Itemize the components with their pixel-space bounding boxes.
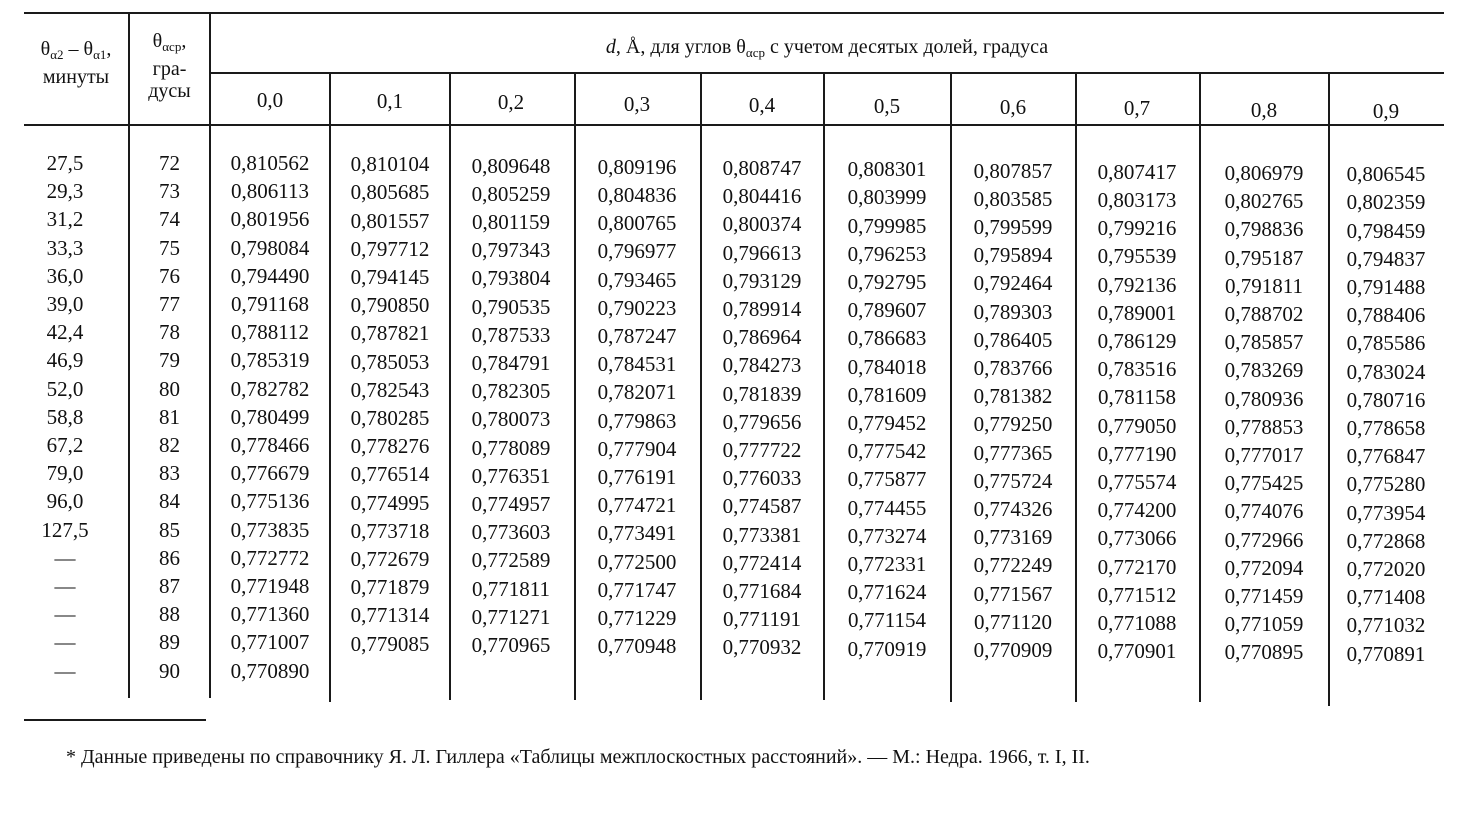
cell-minutes: 96,0 bbox=[46, 489, 84, 514]
cell-d-value: 0,807417 bbox=[1097, 159, 1177, 184]
cell-d-value: 0,804416 bbox=[722, 184, 802, 209]
cell-d-value: 0,776679 bbox=[230, 461, 310, 486]
cell-d-value: 0,771007 bbox=[230, 630, 310, 655]
cell-d-value: 0,793465 bbox=[597, 267, 677, 292]
cell-d-value: 0,772249 bbox=[973, 553, 1053, 578]
cell-d-value: 0,770891 bbox=[1346, 641, 1426, 666]
cell-d-value: 0,771459 bbox=[1224, 584, 1304, 608]
header-bottom-rule bbox=[24, 124, 1444, 126]
cell-d-value: 0,774587 bbox=[722, 494, 802, 519]
cell-d-value: 0,789303 bbox=[973, 299, 1053, 324]
cell-minutes: 27,5 bbox=[46, 151, 84, 175]
cell-d-value: 0,783269 bbox=[1224, 358, 1304, 383]
cell-d-value: 0,809196 bbox=[597, 154, 677, 179]
cell-d-value: 0,779656 bbox=[722, 409, 802, 434]
header-title-sub: αср bbox=[745, 45, 765, 60]
cell-d-value: 0,777542 bbox=[847, 439, 927, 464]
header-minutes-sub1: α2 bbox=[50, 47, 64, 62]
header-digit-6: 0,6 bbox=[999, 95, 1027, 120]
cell-d-value: 0,803585 bbox=[973, 186, 1053, 211]
cell-d-value: 0,771191 bbox=[723, 607, 801, 632]
cell-d-value: 0,776847 bbox=[1346, 444, 1426, 469]
cell-d-value: 0,799599 bbox=[973, 214, 1053, 239]
cell-d-value: 0,774721 bbox=[597, 493, 677, 518]
cell-d-value: 0,794837 bbox=[1346, 246, 1426, 271]
cell-d-value: 0,810562 bbox=[230, 151, 310, 175]
header-minutes-sub2: α1 bbox=[93, 47, 107, 62]
cell-d-value: 0,797343 bbox=[471, 238, 551, 263]
cell-d-value: 0,804836 bbox=[597, 182, 677, 207]
cell-d-value: 0,784531 bbox=[597, 352, 677, 377]
cell-d-value: 0,791488 bbox=[1346, 275, 1426, 300]
cell-d-value: 0,774957 bbox=[471, 491, 551, 516]
cell-minutes: 79,0 bbox=[46, 461, 84, 486]
cell-d-value: 0,806979 bbox=[1224, 161, 1304, 185]
cell-minutes: 52,0 bbox=[46, 376, 84, 401]
cell-d-value: 0,771811 bbox=[472, 576, 550, 601]
cell-degrees: 72 bbox=[159, 151, 180, 175]
cell-d-value: 0,771032 bbox=[1346, 613, 1426, 638]
cell-d-value: 0,775136 bbox=[230, 489, 310, 514]
cell-d-value: 0,801557 bbox=[350, 208, 430, 233]
cell-d-value: 0,773835 bbox=[230, 517, 310, 542]
vrule-d8 bbox=[1199, 74, 1201, 702]
vrule-d6 bbox=[950, 74, 952, 702]
cell-d-value: 0,787533 bbox=[471, 322, 551, 347]
cell-d-value: 0,782543 bbox=[350, 377, 430, 402]
cell-d-value: 0,771879 bbox=[350, 575, 430, 600]
cell-d-value: 0,799985 bbox=[847, 213, 927, 238]
cell-d-value: 0,795187 bbox=[1224, 245, 1304, 270]
cell-d-value: 0,771567 bbox=[973, 581, 1053, 606]
header-digit-1: 0,1 bbox=[376, 89, 404, 114]
cell-d-value: 0,771360 bbox=[230, 602, 310, 627]
cell-degrees: 78 bbox=[159, 320, 180, 345]
cell-d-value: 0,777365 bbox=[973, 440, 1053, 465]
cell-d-value: 0,773603 bbox=[471, 520, 551, 545]
title-underline-rule bbox=[210, 72, 1444, 74]
cell-d-value: 0,783766 bbox=[973, 355, 1053, 380]
cell-d-value: 0,791811 bbox=[1225, 273, 1303, 298]
cell-d-value: 0,789607 bbox=[847, 298, 927, 323]
cell-d-value: 0,786129 bbox=[1097, 328, 1177, 353]
header-title-text2: с учетом десятых долей, градуса bbox=[764, 36, 1049, 58]
cell-d-value: 0,784018 bbox=[847, 354, 927, 379]
cell-d-value: 0,791168 bbox=[231, 292, 309, 316]
cell-d-value: 0,779085 bbox=[350, 631, 430, 656]
cell-degrees: 80 bbox=[159, 376, 180, 401]
cell-d-value: 0,788702 bbox=[1224, 302, 1304, 326]
cell-d-value: 0,774455 bbox=[847, 495, 927, 520]
cell-d-value: 0,781158 bbox=[1098, 385, 1176, 410]
cell-degrees: 73 bbox=[159, 179, 180, 204]
cell-minutes: 29,3 bbox=[46, 179, 84, 204]
cell-degrees: 89 bbox=[159, 630, 180, 655]
cell-d-value: 0,797712 bbox=[350, 236, 430, 261]
vrule-d5 bbox=[823, 74, 825, 700]
cell-minutes: 31,2 bbox=[46, 207, 84, 232]
cell-degrees: 82 bbox=[159, 433, 180, 457]
cell-d-value: 0,776191 bbox=[597, 464, 677, 489]
cell-d-value: 0,809648 bbox=[471, 153, 551, 178]
cell-d-value: 0,771154 bbox=[848, 608, 926, 633]
cell-d-value: 0,803999 bbox=[847, 185, 927, 210]
cell-degrees: 84 bbox=[159, 489, 180, 514]
table-top-rule bbox=[24, 12, 1444, 14]
cell-d-value: 0,783024 bbox=[1346, 359, 1426, 384]
cell-d-value: 0,785586 bbox=[1346, 331, 1426, 356]
cell-d-value: 0,792136 bbox=[1097, 272, 1177, 297]
cell-d-value: 0,803173 bbox=[1097, 187, 1177, 212]
cell-d-value: 0,770909 bbox=[973, 637, 1053, 662]
cell-d-value: 0,780073 bbox=[471, 407, 551, 432]
cell-d-value: 0,779452 bbox=[847, 411, 927, 436]
cell-d-value: 0,773169 bbox=[973, 525, 1053, 550]
header-digit-3: 0,3 bbox=[623, 91, 651, 116]
cell-d-value: 0,777017 bbox=[1224, 443, 1304, 467]
cell-d-value: 0,770895 bbox=[1224, 640, 1304, 665]
cell-d-value: 0,770919 bbox=[847, 636, 927, 661]
cell-d-value: 0,800374 bbox=[722, 212, 802, 237]
cell-d-value: 0,771624 bbox=[847, 580, 927, 605]
cell-d-value: 0,805259 bbox=[471, 181, 551, 206]
cell-d-value: 0,781609 bbox=[847, 382, 927, 407]
cell-d-value: 0,779863 bbox=[597, 408, 677, 433]
cell-minutes: 46,9 bbox=[46, 348, 84, 373]
cell-degrees: 88 bbox=[159, 602, 180, 627]
cell-minutes: 67,2 bbox=[46, 433, 84, 457]
cell-d-value: 0,785053 bbox=[350, 349, 430, 374]
cell-d-value: 0,798084 bbox=[230, 235, 310, 260]
cell-d-value: 0,789914 bbox=[722, 297, 802, 321]
cell-d-value: 0,798459 bbox=[1346, 218, 1426, 243]
cell-d-value: 0,772868 bbox=[1346, 528, 1426, 553]
header-minutes-minus: – θ bbox=[63, 38, 94, 60]
cell-d-value: 0,796253 bbox=[847, 241, 927, 266]
cell-d-value: 0,770890 bbox=[230, 658, 310, 683]
cell-minutes: — bbox=[54, 658, 76, 683]
cell-minutes: 42,4 bbox=[46, 320, 84, 345]
header-degrees bbox=[130, 30, 209, 102]
cell-d-value: 0,779250 bbox=[973, 412, 1053, 437]
header-degrees-line2: гра- bbox=[152, 58, 187, 80]
cell-d-value: 0,772020 bbox=[1346, 557, 1426, 582]
cell-d-value: 0,772966 bbox=[1224, 527, 1304, 552]
cell-d-value: 0,785857 bbox=[1224, 330, 1304, 355]
cell-d-value: 0,802359 bbox=[1346, 190, 1426, 215]
header-minutes-comma: , bbox=[106, 38, 112, 60]
cell-d-value: 0,779050 bbox=[1097, 413, 1177, 438]
cell-d-value: 0,771088 bbox=[1097, 610, 1177, 635]
cell-d-value: 0,774076 bbox=[1224, 499, 1304, 524]
cell-minutes: 58,8 bbox=[46, 404, 84, 429]
cell-degrees: 77 bbox=[159, 292, 180, 316]
cell-d-value: 0,786964 bbox=[722, 325, 802, 350]
cell-d-value: 0,773066 bbox=[1097, 526, 1177, 551]
cell-d-value: 0,786405 bbox=[973, 327, 1053, 352]
cell-d-value: 0,782305 bbox=[471, 379, 551, 404]
cell-d-value: 0,800765 bbox=[597, 211, 677, 236]
header-title bbox=[210, 36, 1444, 64]
cell-d-value: 0,772170 bbox=[1097, 554, 1177, 579]
cell-d-value: 0,808301 bbox=[847, 157, 927, 182]
cell-d-value: 0,772500 bbox=[597, 549, 677, 574]
cell-d-value: 0,796977 bbox=[597, 239, 677, 264]
cell-d-value: 0,793804 bbox=[471, 266, 551, 291]
cell-d-value: 0,775574 bbox=[1097, 469, 1177, 494]
cell-d-value: 0,777190 bbox=[1097, 441, 1177, 466]
cell-d-value: 0,788406 bbox=[1346, 303, 1426, 328]
cell-degrees: 86 bbox=[159, 545, 180, 570]
header-digit-8: 0,8 bbox=[1250, 97, 1278, 122]
cell-minutes: 36,0 bbox=[46, 263, 84, 288]
cell-d-value: 0,772589 bbox=[471, 548, 551, 573]
cell-d-value: 0,773274 bbox=[847, 523, 927, 548]
header-digit-7: 0,7 bbox=[1123, 96, 1151, 121]
cell-d-value: 0,774326 bbox=[973, 496, 1053, 521]
cell-d-value: 0,782071 bbox=[597, 380, 677, 405]
cell-degrees: 90 bbox=[159, 658, 180, 683]
cell-d-value: 0,790223 bbox=[597, 295, 677, 320]
header-minutes-label: минуты bbox=[42, 66, 110, 88]
cell-d-value: 0,777722 bbox=[722, 438, 802, 462]
cell-d-value: 0,801956 bbox=[230, 207, 310, 232]
cell-d-value: 0,798836 bbox=[1224, 217, 1304, 242]
cell-d-value: 0,771271 bbox=[471, 604, 551, 629]
cell-d-value: 0,771684 bbox=[722, 579, 802, 603]
header-degrees-sub: αср bbox=[162, 39, 182, 54]
cell-degrees: 76 bbox=[159, 263, 180, 288]
cell-degrees: 74 bbox=[159, 207, 180, 232]
cell-d-value: 0,770965 bbox=[471, 632, 551, 657]
cell-d-value: 0,776033 bbox=[722, 466, 802, 491]
cell-d-value: 0,773491 bbox=[597, 521, 677, 546]
cell-d-value: 0,805685 bbox=[350, 180, 430, 205]
cell-d-value: 0,778089 bbox=[471, 435, 551, 460]
cell-d-value: 0,775877 bbox=[847, 467, 927, 492]
cell-d-value: 0,777904 bbox=[597, 436, 677, 461]
cell-d-value: 0,776514 bbox=[350, 462, 430, 487]
header-digit-5: 0,5 bbox=[873, 94, 901, 118]
cell-d-value: 0,810104 bbox=[350, 152, 430, 177]
cell-d-value: 0,780936 bbox=[1224, 386, 1304, 411]
cell-d-value: 0,792795 bbox=[847, 270, 927, 295]
cell-d-value: 0,782782 bbox=[230, 376, 310, 401]
cell-d-value: 0,773954 bbox=[1346, 500, 1426, 525]
cell-degrees: 85 bbox=[159, 517, 180, 542]
cell-d-value: 0,794145 bbox=[350, 265, 430, 290]
footnote-text: * Данные приведены по справочнику Я. Л. Гиллера «Таблицы межплоскостных расстояний». — М.: Недра. 1966, т. I, II. bbox=[66, 746, 1090, 768]
header-digit-4: 0,4 bbox=[748, 92, 776, 117]
cell-d-value: 0,778658 bbox=[1346, 416, 1426, 441]
cell-d-value: 0,780716 bbox=[1346, 387, 1426, 412]
cell-d-value: 0,788112 bbox=[231, 320, 309, 345]
cell-d-value: 0,771314 bbox=[350, 603, 430, 628]
cell-degrees: 81 bbox=[159, 404, 180, 429]
cell-d-value: 0,781839 bbox=[722, 381, 802, 406]
cell-d-value: 0,794490 bbox=[230, 263, 310, 288]
cell-minutes: — bbox=[54, 602, 76, 627]
cell-d-value: 0,806113 bbox=[231, 179, 309, 204]
cell-minutes: — bbox=[54, 545, 76, 570]
cell-d-value: 0,772679 bbox=[350, 547, 430, 572]
vrule-d3 bbox=[574, 74, 576, 700]
cell-d-value: 0,787247 bbox=[597, 323, 677, 348]
cell-d-value: 0,770901 bbox=[1097, 639, 1177, 664]
cell-degrees: 75 bbox=[159, 235, 180, 260]
header-digit-2: 0,2 bbox=[497, 90, 525, 115]
cell-d-value: 0,775280 bbox=[1346, 472, 1426, 497]
header-title-d: d bbox=[605, 36, 616, 58]
header-digit-9: 0,9 bbox=[1372, 98, 1400, 123]
cell-minutes: — bbox=[54, 630, 76, 655]
header-degrees-theta: θ bbox=[152, 30, 163, 52]
cell-d-value: 0,784791 bbox=[471, 350, 551, 375]
header-digit-0: 0,0 bbox=[256, 88, 284, 112]
cell-d-value: 0,793129 bbox=[722, 268, 802, 293]
cell-d-value: 0,792464 bbox=[973, 271, 1053, 296]
cell-d-value: 0,787821 bbox=[350, 321, 430, 346]
cell-d-value: 0,770932 bbox=[722, 635, 802, 660]
cell-d-value: 0,774995 bbox=[350, 490, 430, 515]
header-minutes bbox=[24, 38, 128, 88]
footnote-rule bbox=[24, 719, 206, 721]
cell-d-value: 0,771059 bbox=[1224, 612, 1304, 637]
cell-d-value: 0,780285 bbox=[350, 406, 430, 431]
cell-d-value: 0,786683 bbox=[847, 326, 927, 351]
cell-d-value: 0,795894 bbox=[973, 243, 1053, 268]
cell-d-value: 0,771948 bbox=[230, 574, 310, 598]
cell-d-value: 0,796613 bbox=[722, 240, 802, 265]
cell-d-value: 0,771229 bbox=[597, 605, 677, 630]
cell-d-value: 0,778466 bbox=[230, 433, 310, 457]
cell-d-value: 0,802765 bbox=[1224, 189, 1304, 214]
header-title-text1: , Å, для углов θ bbox=[615, 36, 746, 58]
cell-d-value: 0,773718 bbox=[350, 518, 430, 543]
cell-minutes: — bbox=[54, 574, 76, 598]
cell-d-value: 0,783516 bbox=[1097, 357, 1177, 382]
header-degrees-line3: дусы bbox=[148, 80, 191, 102]
cell-degrees: 83 bbox=[159, 461, 180, 486]
cell-d-value: 0,795539 bbox=[1097, 244, 1177, 269]
cell-d-value: 0,801159 bbox=[472, 209, 550, 234]
cell-d-value: 0,771747 bbox=[597, 577, 677, 602]
cell-d-value: 0,790850 bbox=[350, 293, 430, 318]
cell-d-value: 0,790535 bbox=[471, 294, 551, 319]
cell-d-value: 0,774200 bbox=[1097, 498, 1177, 523]
cell-d-value: 0,781382 bbox=[973, 384, 1053, 409]
cell-degrees: 87 bbox=[159, 574, 180, 598]
header-degrees-comma: , bbox=[181, 30, 187, 52]
cell-minutes: 33,3 bbox=[46, 235, 84, 260]
cell-d-value: 0,773381 bbox=[722, 522, 802, 547]
cell-d-value: 0,771120 bbox=[974, 609, 1052, 634]
cell-d-value: 0,808747 bbox=[722, 156, 802, 180]
cell-d-value: 0,806545 bbox=[1346, 162, 1426, 187]
cell-d-value: 0,807857 bbox=[973, 158, 1053, 183]
cell-d-value: 0,772772 bbox=[230, 545, 310, 570]
cell-minutes: 39,0 bbox=[46, 292, 84, 316]
cell-d-value: 0,771408 bbox=[1346, 585, 1426, 610]
cell-d-value: 0,784273 bbox=[722, 353, 802, 378]
cell-d-value: 0,780499 bbox=[230, 404, 310, 429]
cell-d-value: 0,799216 bbox=[1097, 216, 1177, 241]
header-minutes-theta: θ bbox=[40, 38, 51, 60]
cell-d-value: 0,770948 bbox=[597, 634, 677, 659]
cell-d-value: 0,775425 bbox=[1224, 471, 1304, 496]
cell-d-value: 0,778276 bbox=[350, 434, 430, 459]
cell-degrees: 79 bbox=[159, 348, 180, 373]
cell-d-value: 0,785319 bbox=[230, 348, 310, 373]
cell-d-value: 0,771512 bbox=[1097, 582, 1177, 607]
cell-d-value: 0,776351 bbox=[471, 463, 551, 488]
cell-d-value: 0,789001 bbox=[1097, 300, 1177, 325]
cell-d-value: 0,778853 bbox=[1224, 414, 1304, 439]
cell-d-value: 0,775724 bbox=[973, 468, 1053, 493]
cell-minutes: 127,5 bbox=[41, 517, 89, 542]
cell-d-value: 0,772414 bbox=[722, 550, 802, 575]
cell-d-value: 0,772094 bbox=[1224, 555, 1304, 580]
cell-d-value: 0,772331 bbox=[847, 552, 927, 577]
